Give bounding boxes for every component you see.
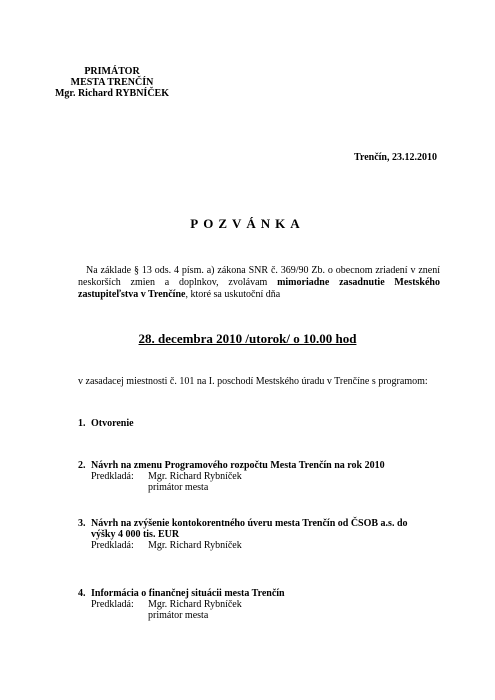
presenter-name: Mgr. Richard Rybníček: [148, 471, 242, 482]
header-line-1: PRIMÁTOR: [84, 66, 140, 77]
agenda-item-1: [78, 418, 448, 429]
agenda-title: Otvorenie: [91, 418, 134, 429]
intro-text-1: Na základe § 13 ods. 4 písm. a) zákona SNR č. 369/90 Zb. o obecnom zriadení v znení neskorších zmien a doplnkov, zvolávam: [78, 265, 440, 288]
agenda-number: 2.: [78, 460, 86, 471]
presenter-name: Mgr. Richard Rybníček: [148, 540, 242, 551]
intro-bold: mimoriadne zasadnutie Mestského zastupiteľstva v Trenčíne: [78, 277, 440, 300]
sender-header: [52, 66, 172, 99]
meeting-venue: v zasadacej miestnosti č. 101 na I. poschodí Mestského úradu v Trenčíne s programom:: [78, 376, 428, 387]
agenda-title: Informácia o finančnej situácii mesta Trenčín: [91, 588, 285, 599]
agenda-title-line-2: výšky 4 000 tis. EUR: [91, 529, 180, 540]
agenda-title-line-1: Návrh na zvýšenie kontokorentného úveru mesta Trenčín od ČSOB a.s. do: [91, 518, 408, 529]
agenda-number: 4.: [78, 588, 86, 599]
presenter-label: Predkladá:: [91, 471, 134, 482]
agenda-item-4: [78, 588, 448, 621]
agenda-item-2: [78, 460, 448, 493]
presenter-role: primátor mesta: [148, 610, 209, 621]
intro-text-2: , ktoré sa uskutoční dňa: [185, 289, 281, 300]
intro-paragraph: [78, 265, 440, 301]
presenter-role: primátor mesta: [148, 482, 209, 493]
agenda-number: 3.: [78, 518, 86, 529]
agenda-item-3: [78, 518, 448, 551]
presenter-label: Predkladá:: [91, 540, 134, 551]
header-line-2: MESTA TRENČÍN: [70, 77, 154, 88]
meeting-date-time: 28. decembra 2010 /utorok/ o 10.00 hod: [138, 331, 357, 346]
agenda-title: Návrh na zmenu Programového rozpočtu Mesta Trenčín na rok 2010: [91, 460, 385, 471]
document-title: POZVÁNKA: [190, 216, 305, 231]
document-date: Trenčín, 23.12.2010: [354, 152, 437, 163]
header-line-3: Mgr. Richard RYBNÍČEK: [54, 88, 169, 99]
agenda-number: 1.: [78, 418, 86, 429]
presenter-label: Predkladá:: [91, 599, 134, 610]
presenter-name: Mgr. Richard Rybníček: [148, 599, 242, 610]
